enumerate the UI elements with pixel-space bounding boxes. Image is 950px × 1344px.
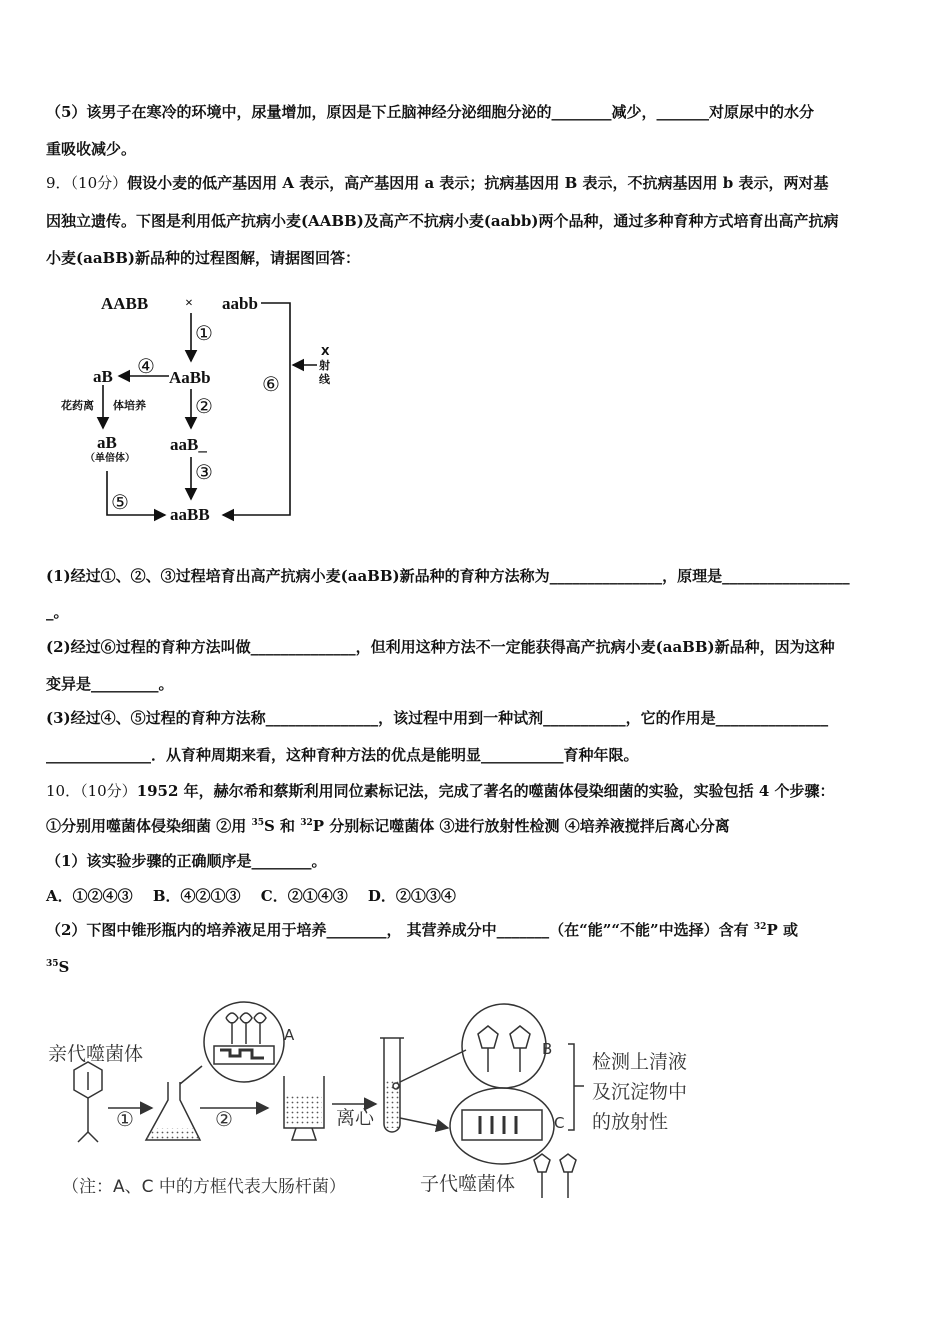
q10-sub2-a: （2）下图中锥形瓶内的培养液足用于培养________， 其营养成分中_______（在“能”“不能”中选择）含有 bbox=[46, 921, 754, 939]
step3-mark: ③ bbox=[195, 460, 213, 484]
q9-sub2-line2: 变异是_________。 bbox=[46, 675, 174, 693]
note-label: （注：A、C 中的方框代表大肠杆菌） bbox=[62, 1177, 346, 1197]
q9-sub1-line2: _。 bbox=[46, 603, 69, 621]
q10-text1: 1952 年，赫尔希和蔡斯利用同位素标记法，完成了著名的噬菌体侵染细菌的实验，实验包括 4 个步骤： bbox=[136, 782, 835, 800]
q10-number: 10．（10分） bbox=[46, 782, 137, 800]
sub2-sup-35: 35 bbox=[46, 959, 59, 969]
bracket bbox=[568, 1044, 584, 1130]
arrow-6 bbox=[223, 303, 290, 515]
sub2-sup-32: 32 bbox=[753, 922, 767, 932]
step4-mark: ④ bbox=[137, 354, 155, 378]
q10-sub1: （1）该实验步骤的正确顺序是________。 bbox=[46, 852, 327, 870]
q10-options: A．①②④③ B．④②①③ C．②①④③ D．②①③④ bbox=[46, 887, 456, 905]
detect-line2: 及沉淀物中 bbox=[592, 1081, 688, 1103]
parent-phage-label: 亲代噬菌体 bbox=[48, 1043, 144, 1065]
q9-sub3-line1: (3)经过④、⑤过程的育种方法称_______________，该过程中用到一种试剂___________，它的作用是_______________ bbox=[46, 709, 829, 727]
q10-steps-a: ①分别用噬菌体侵染细菌 ②用 bbox=[46, 817, 252, 835]
aab-blank: aaB_ bbox=[170, 435, 207, 454]
flask-icon bbox=[146, 1082, 200, 1140]
zoom-circle-b bbox=[462, 1004, 546, 1088]
q10-line1 bbox=[46, 781, 835, 801]
sup-35: 35 bbox=[251, 818, 264, 828]
haploid-label: （单倍体） bbox=[85, 453, 135, 464]
culture-label: 体培养 bbox=[113, 399, 146, 412]
q10-steps-b: S 和 bbox=[263, 817, 301, 835]
label-c: C bbox=[554, 1114, 565, 1132]
ab-haploid: aB bbox=[97, 433, 117, 452]
q9-text1: 假设小麦的低产基因用 A 表示，高产基因用 a 表示；抗病基因用 B 表示，不抗病基因用 b 表示，两对基 bbox=[127, 174, 829, 192]
q10-steps-c: P 分别标记噬菌体 ③进行放射性检测 ④培养液搅拌后离心分离 bbox=[312, 817, 730, 835]
step6-mark: ⑥ bbox=[262, 372, 280, 396]
aabb-final: aaBB bbox=[170, 505, 210, 524]
zoom-circle-c bbox=[450, 1088, 554, 1164]
q9-sub3-line2: ______________．从育种周期来看，这种育种方法的优点是能明显___________育种年限。 bbox=[46, 746, 639, 764]
q10-sub2-b: P 或 bbox=[766, 921, 798, 939]
label-a: A bbox=[284, 1026, 295, 1044]
parent-aabb-lower: aabb bbox=[222, 294, 258, 313]
anther-label: 花药离 bbox=[61, 399, 94, 412]
xray-x: X bbox=[321, 345, 330, 358]
q9-line1 bbox=[46, 173, 828, 193]
q8-5-line1: （5）该男子在寒冷的环境中，尿量增加，原因是下丘脑神经分泌细胞分泌的________减少，_______对原尿中的水分 bbox=[46, 103, 814, 121]
offspring-phage-icon bbox=[534, 1154, 576, 1198]
centrifuge-label: 离心 bbox=[336, 1107, 375, 1129]
cross-symbol: × bbox=[185, 296, 193, 311]
q9-line2: 因独立遗传。下图是利用低产抗病小麦(AABB)及高产不抗病小麦(aabb)两个品种，通过多种育种方式培育出高产抗病 bbox=[46, 212, 839, 230]
q10-sub2-line1 bbox=[46, 920, 798, 940]
q10-steps bbox=[46, 816, 730, 836]
offspring-label: 子代噬菌体 bbox=[420, 1173, 516, 1195]
parent-aabb-upper: AABB bbox=[101, 294, 149, 313]
q8-5-line2: 重吸收减少。 bbox=[46, 140, 137, 158]
phage-experiment-diagram bbox=[40, 1000, 720, 1220]
q9-line3: 小麦(aaBB)新品种的过程图解，请据图回答： bbox=[46, 249, 360, 267]
circle-2: ② bbox=[215, 1107, 233, 1131]
detect-line3: 的放射性 bbox=[592, 1111, 669, 1133]
step2-mark: ② bbox=[195, 394, 213, 418]
circle-1: ① bbox=[116, 1107, 134, 1131]
detect-line1: 检测上清液 bbox=[592, 1051, 688, 1073]
beaker-icon bbox=[284, 1076, 324, 1140]
q9-number: 9．（10分） bbox=[46, 174, 128, 192]
sup-32: 32 bbox=[300, 818, 313, 828]
parent-phage-icon bbox=[74, 1062, 102, 1142]
zoom-circle-a bbox=[180, 1002, 284, 1084]
q9-sub2-line1: (2)经过⑥过程的育种方法叫做______________，但利用这种方法不一定能获得高产抗病小麦(aaBB)新品种，因为这种 bbox=[46, 638, 835, 656]
ab-top: aB bbox=[93, 367, 113, 386]
step1-mark: ① bbox=[195, 321, 213, 345]
breeding-diagram bbox=[61, 285, 355, 530]
xray-she: 射 bbox=[319, 359, 330, 372]
step5-mark: ⑤ bbox=[111, 490, 129, 514]
label-b: B bbox=[542, 1040, 553, 1058]
xray-xian: 线 bbox=[319, 373, 330, 386]
q9-sub1-line1: (1)经过①、②、③过程培育出高产抗病小麦(aaBB)新品种的育种方法称为_______________，原理是_________________ bbox=[46, 567, 850, 585]
q10-sub2-c: S bbox=[58, 958, 70, 976]
f1-aabb: AaBb bbox=[169, 368, 211, 387]
q10-sub2-line2 bbox=[46, 957, 69, 977]
